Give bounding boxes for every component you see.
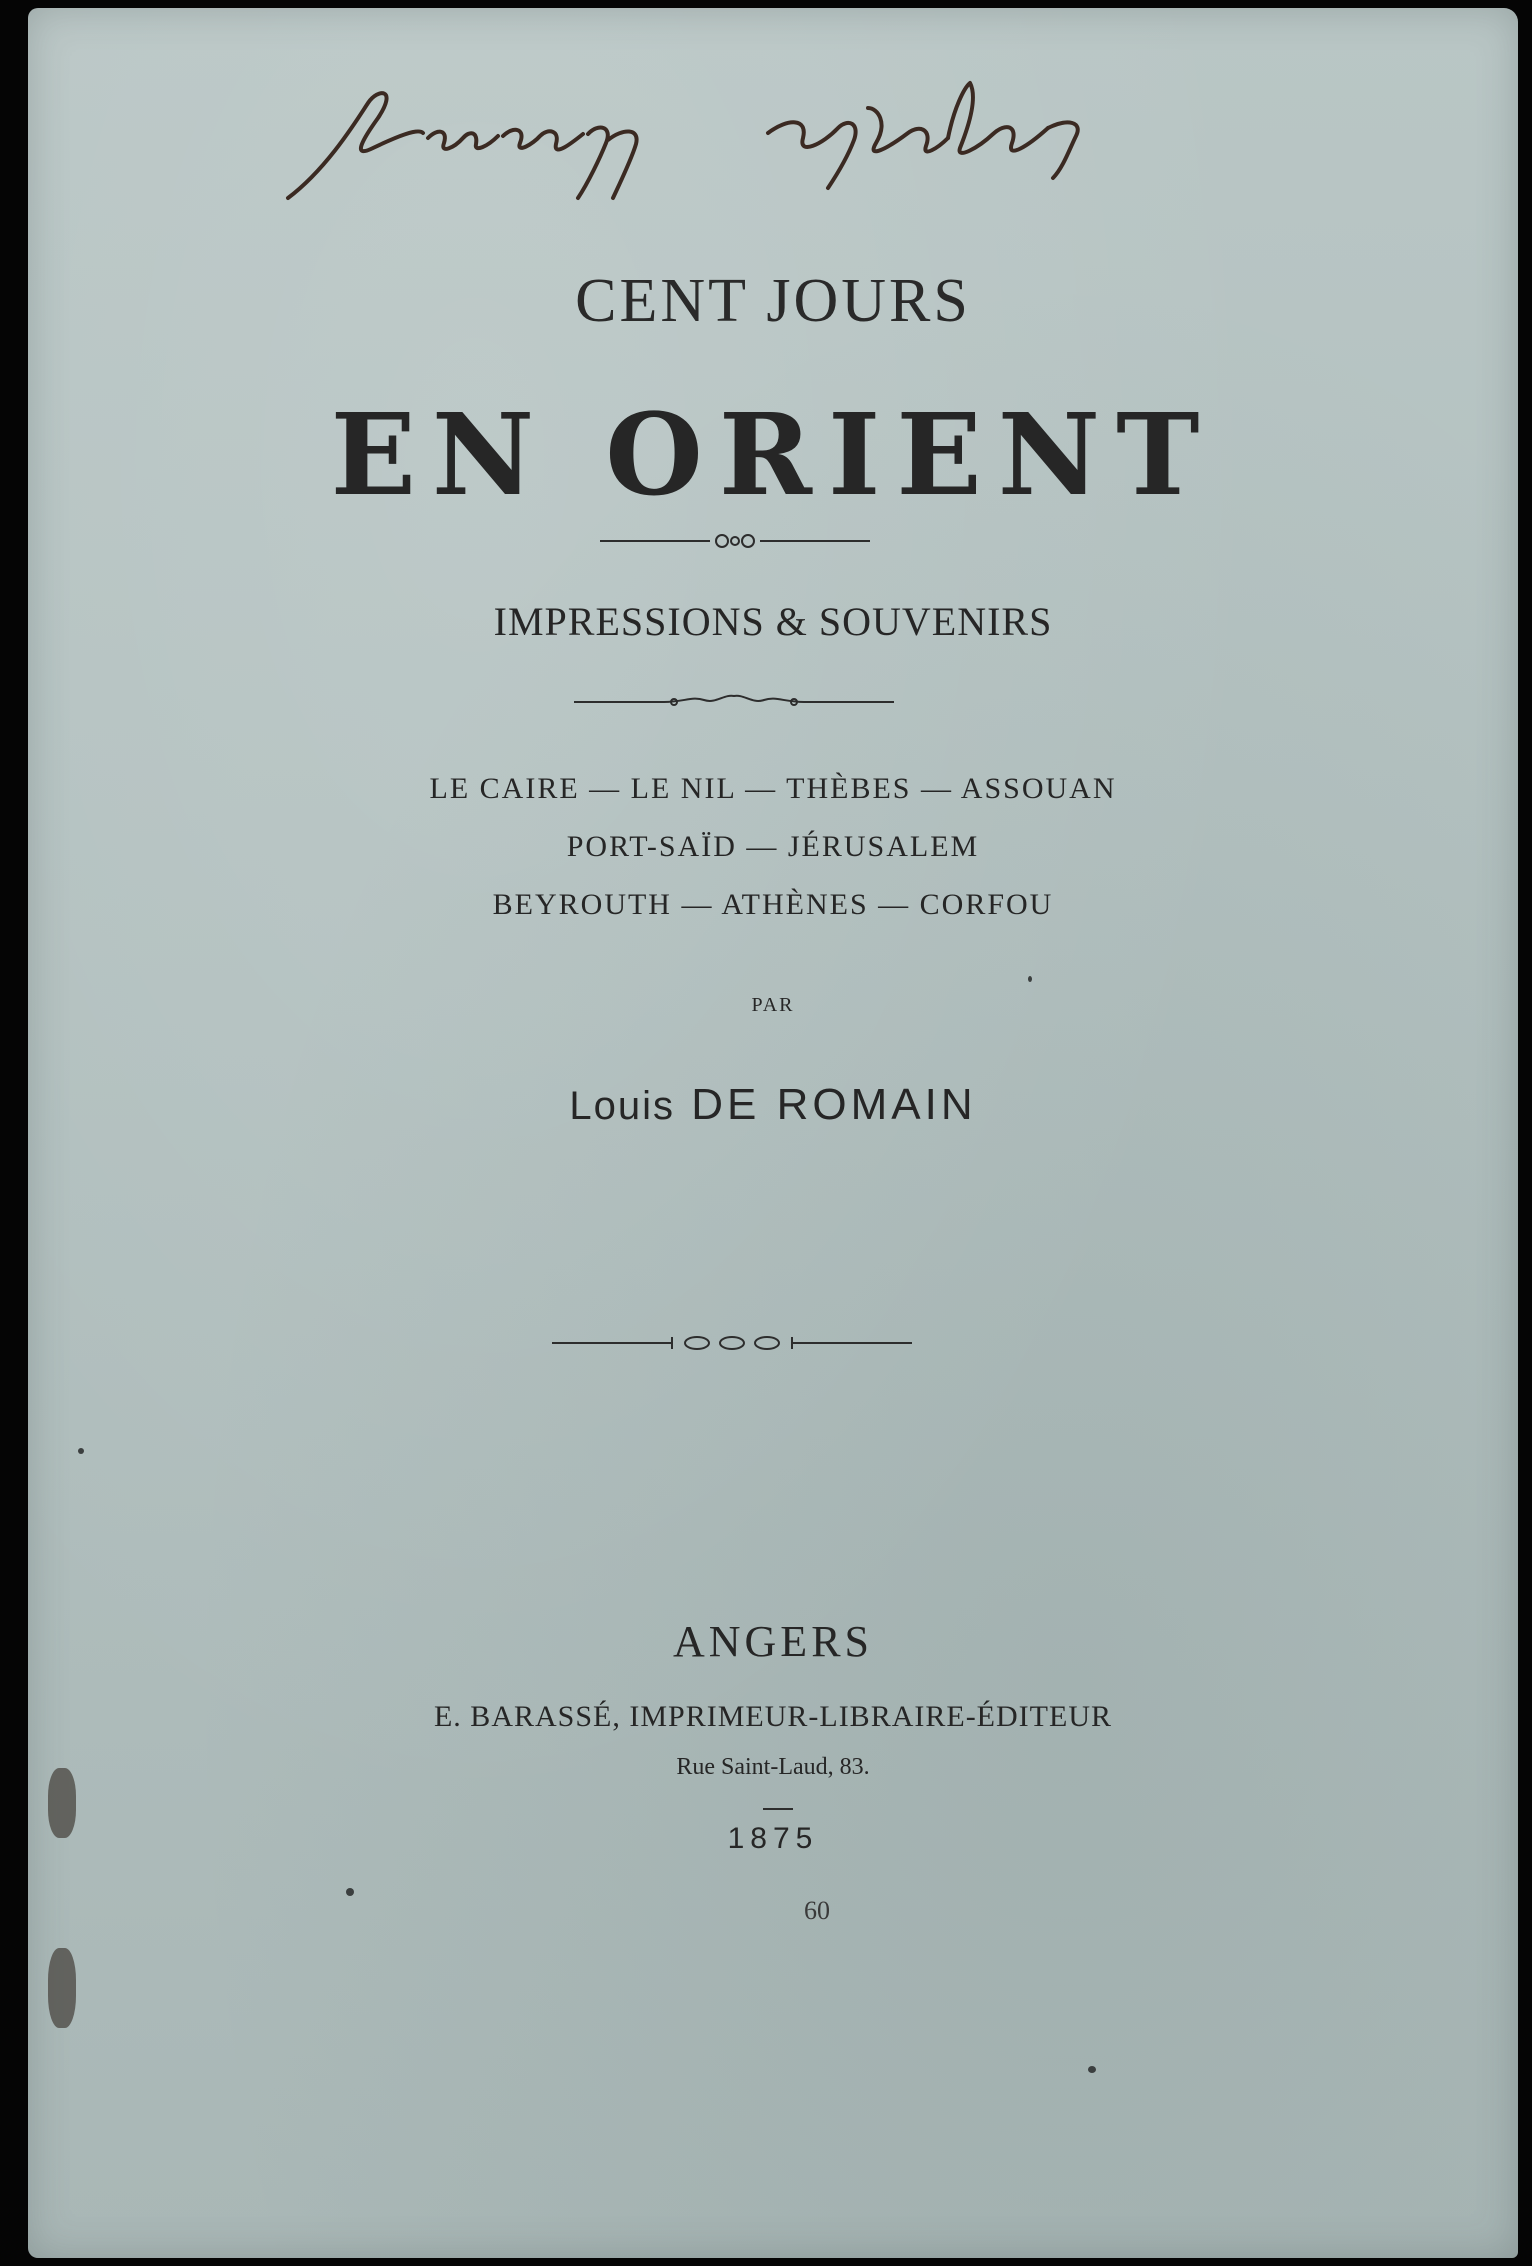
paper-speck bbox=[346, 1888, 354, 1896]
subtitle: IMPRESSIONS & SOUVENIRS bbox=[493, 599, 1053, 644]
ornament-divider-2 bbox=[574, 688, 894, 714]
places-line-2: PORT-SAÏD — JÉRUSALEM bbox=[566, 830, 980, 863]
book-cover bbox=[28, 8, 1518, 2258]
paper-speck bbox=[78, 1448, 84, 1454]
paper-speck bbox=[1028, 976, 1032, 982]
edge-stain bbox=[48, 1768, 76, 1838]
imprint-publisher: E. BARASSÉ, IMPRIMEUR-LIBRAIRE-ÉDITEUR bbox=[433, 1700, 1112, 1733]
author-first-name: Louis bbox=[569, 1084, 676, 1128]
imprint-address: Rue Saint-Laud, 83. bbox=[676, 1754, 870, 1780]
title-line-1: CENT JOURS bbox=[575, 267, 971, 335]
title-line-2: EN ORIENT bbox=[330, 390, 1216, 521]
byline-par: PAR bbox=[751, 994, 795, 1016]
ornament-divider-3 bbox=[552, 1328, 912, 1358]
author-last-name: DE ROMAIN bbox=[691, 1080, 977, 1129]
handwritten-signature bbox=[248, 48, 1288, 238]
paper-speck bbox=[1088, 2066, 1096, 2073]
ornament-divider-1 bbox=[600, 528, 870, 554]
author-name bbox=[28, 1080, 1518, 1130]
places-line-1: LE CAIRE — LE NIL — THÈBES — ASSOUAN bbox=[429, 772, 1117, 805]
places-line-3: BEYROUTH — ATHÈNES — CORFOU bbox=[492, 888, 1054, 921]
shelf-mark: 60 bbox=[804, 1896, 830, 1925]
imprint-year: 1875 bbox=[727, 1822, 819, 1855]
imprint-city: ANGERS bbox=[672, 1617, 874, 1666]
short-divider bbox=[763, 1808, 793, 1810]
edge-stain bbox=[48, 1948, 76, 2028]
